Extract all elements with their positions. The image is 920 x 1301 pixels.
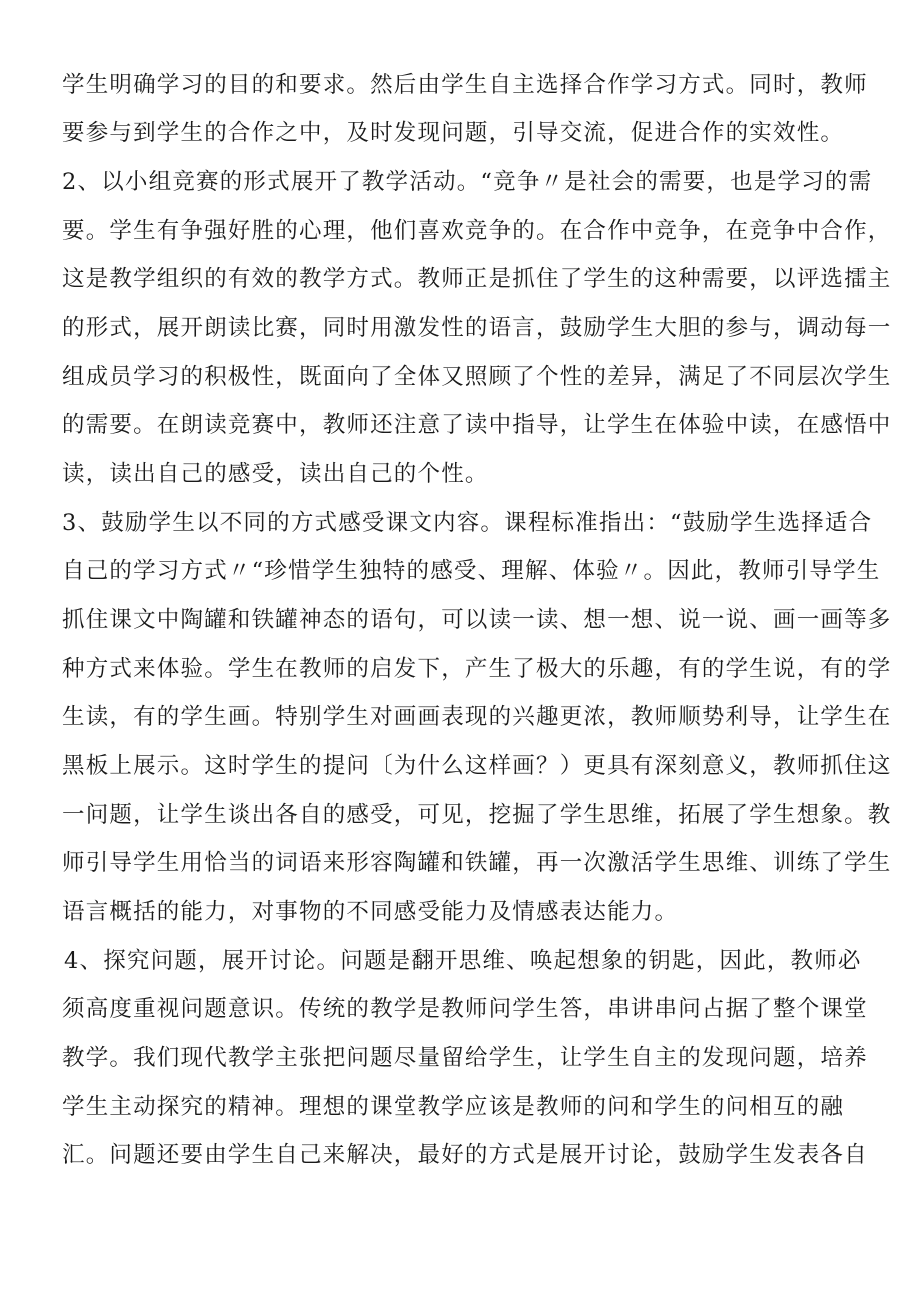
text-line: 要。学生有争强好胜的心理，他们喜欢竞争的。在合作中竞争，在竞争中合作， — [62, 218, 892, 244]
text-line: 的需要。在朗读竞赛中，教师还注意了读中指导，让学生在体验中读，在感悟中 — [62, 412, 892, 438]
text-line: 这是教学组织的有效的教学方式。教师正是抓住了学生的这种需要，以评选擂主 — [62, 266, 892, 292]
text-line: 生读，有的学生画。特别学生对画画表现的兴趣更浓，教师顺势利导，让学生在 — [62, 704, 892, 730]
text-line: 抓住课文中陶罐和铁罐神态的语句，可以读一读、想一想、说一说、画一画等多 — [62, 607, 892, 633]
text-line: 读，读出自己的感受，读出自己的个性。 — [62, 461, 489, 487]
text-line: 师引导学生用恰当的词语来形容陶罐和铁罐，再一次激活学生思维、训练了学生 — [62, 850, 892, 876]
text-line: 一问题，让学生谈出各自的感受，可见，挖掘了学生思维，拓展了学生想象。教 — [62, 802, 892, 828]
text-line: 自己的学习方式〃“珍惜学生独特的感受、理解、体验〃。因此，教师引导学生 — [62, 558, 881, 584]
text-line: 须高度重视问题意识。传统的教学是教师问学生答，串讲串问占据了整个课堂 — [62, 996, 868, 1022]
text-line: 3、鼓励学生以不同的方式感受课文内容。课程标准指出：“鼓励学生选择适合 — [62, 510, 873, 536]
text-line: 黑板上展示。这时学生的提问〔为什么这样画？）更具有深刻意义，教师抓住这 — [62, 753, 892, 779]
text-line: 种方式来体验。学生在教师的启发下，产生了极大的乐趣，有的学生说，有的学 — [62, 656, 892, 682]
text-line: 语言概括的能力，对事物的不同感受能力及情感表达能力。 — [62, 899, 679, 925]
text-line: 的形式，展开朗读比赛，同时用激发性的语言，鼓励学生大胆的参与，调动每一 — [62, 315, 892, 341]
text-line: 4、探究问题，展开讨论。问题是翻开思维、唤起想象的钥匙，因此，教师必 — [64, 948, 862, 974]
text-line: 汇。问题还要由学生自己来解决，最好的方式是展开讨论，鼓励学生发表各自 — [62, 1142, 868, 1168]
text-line: 学生明确学习的目的和要求。然后由学生自主选择合作学习方式。同时，教师 — [62, 72, 868, 98]
text-line: 要参与到学生的合作之中，及时发现问题，引导交流，促进合作的实效性。 — [62, 120, 845, 146]
text-line: 学生主动探究的精神。理想的课堂教学应该是教师的问和学生的问相互的融 — [62, 1094, 845, 1120]
text-line: 组成员学习的积极性，既面向了全体又照顾了个性的差异，满足了不同层次学生 — [62, 364, 892, 390]
text-line: 2、以小组竞赛的形式展开了教学活动。“竞争〃是社会的需要，也是学习的需 — [62, 169, 873, 195]
text-line: 教学。我们现代教学主张把问题尽量留给学生，让学生自主的发现问题，培养 — [62, 1045, 868, 1071]
